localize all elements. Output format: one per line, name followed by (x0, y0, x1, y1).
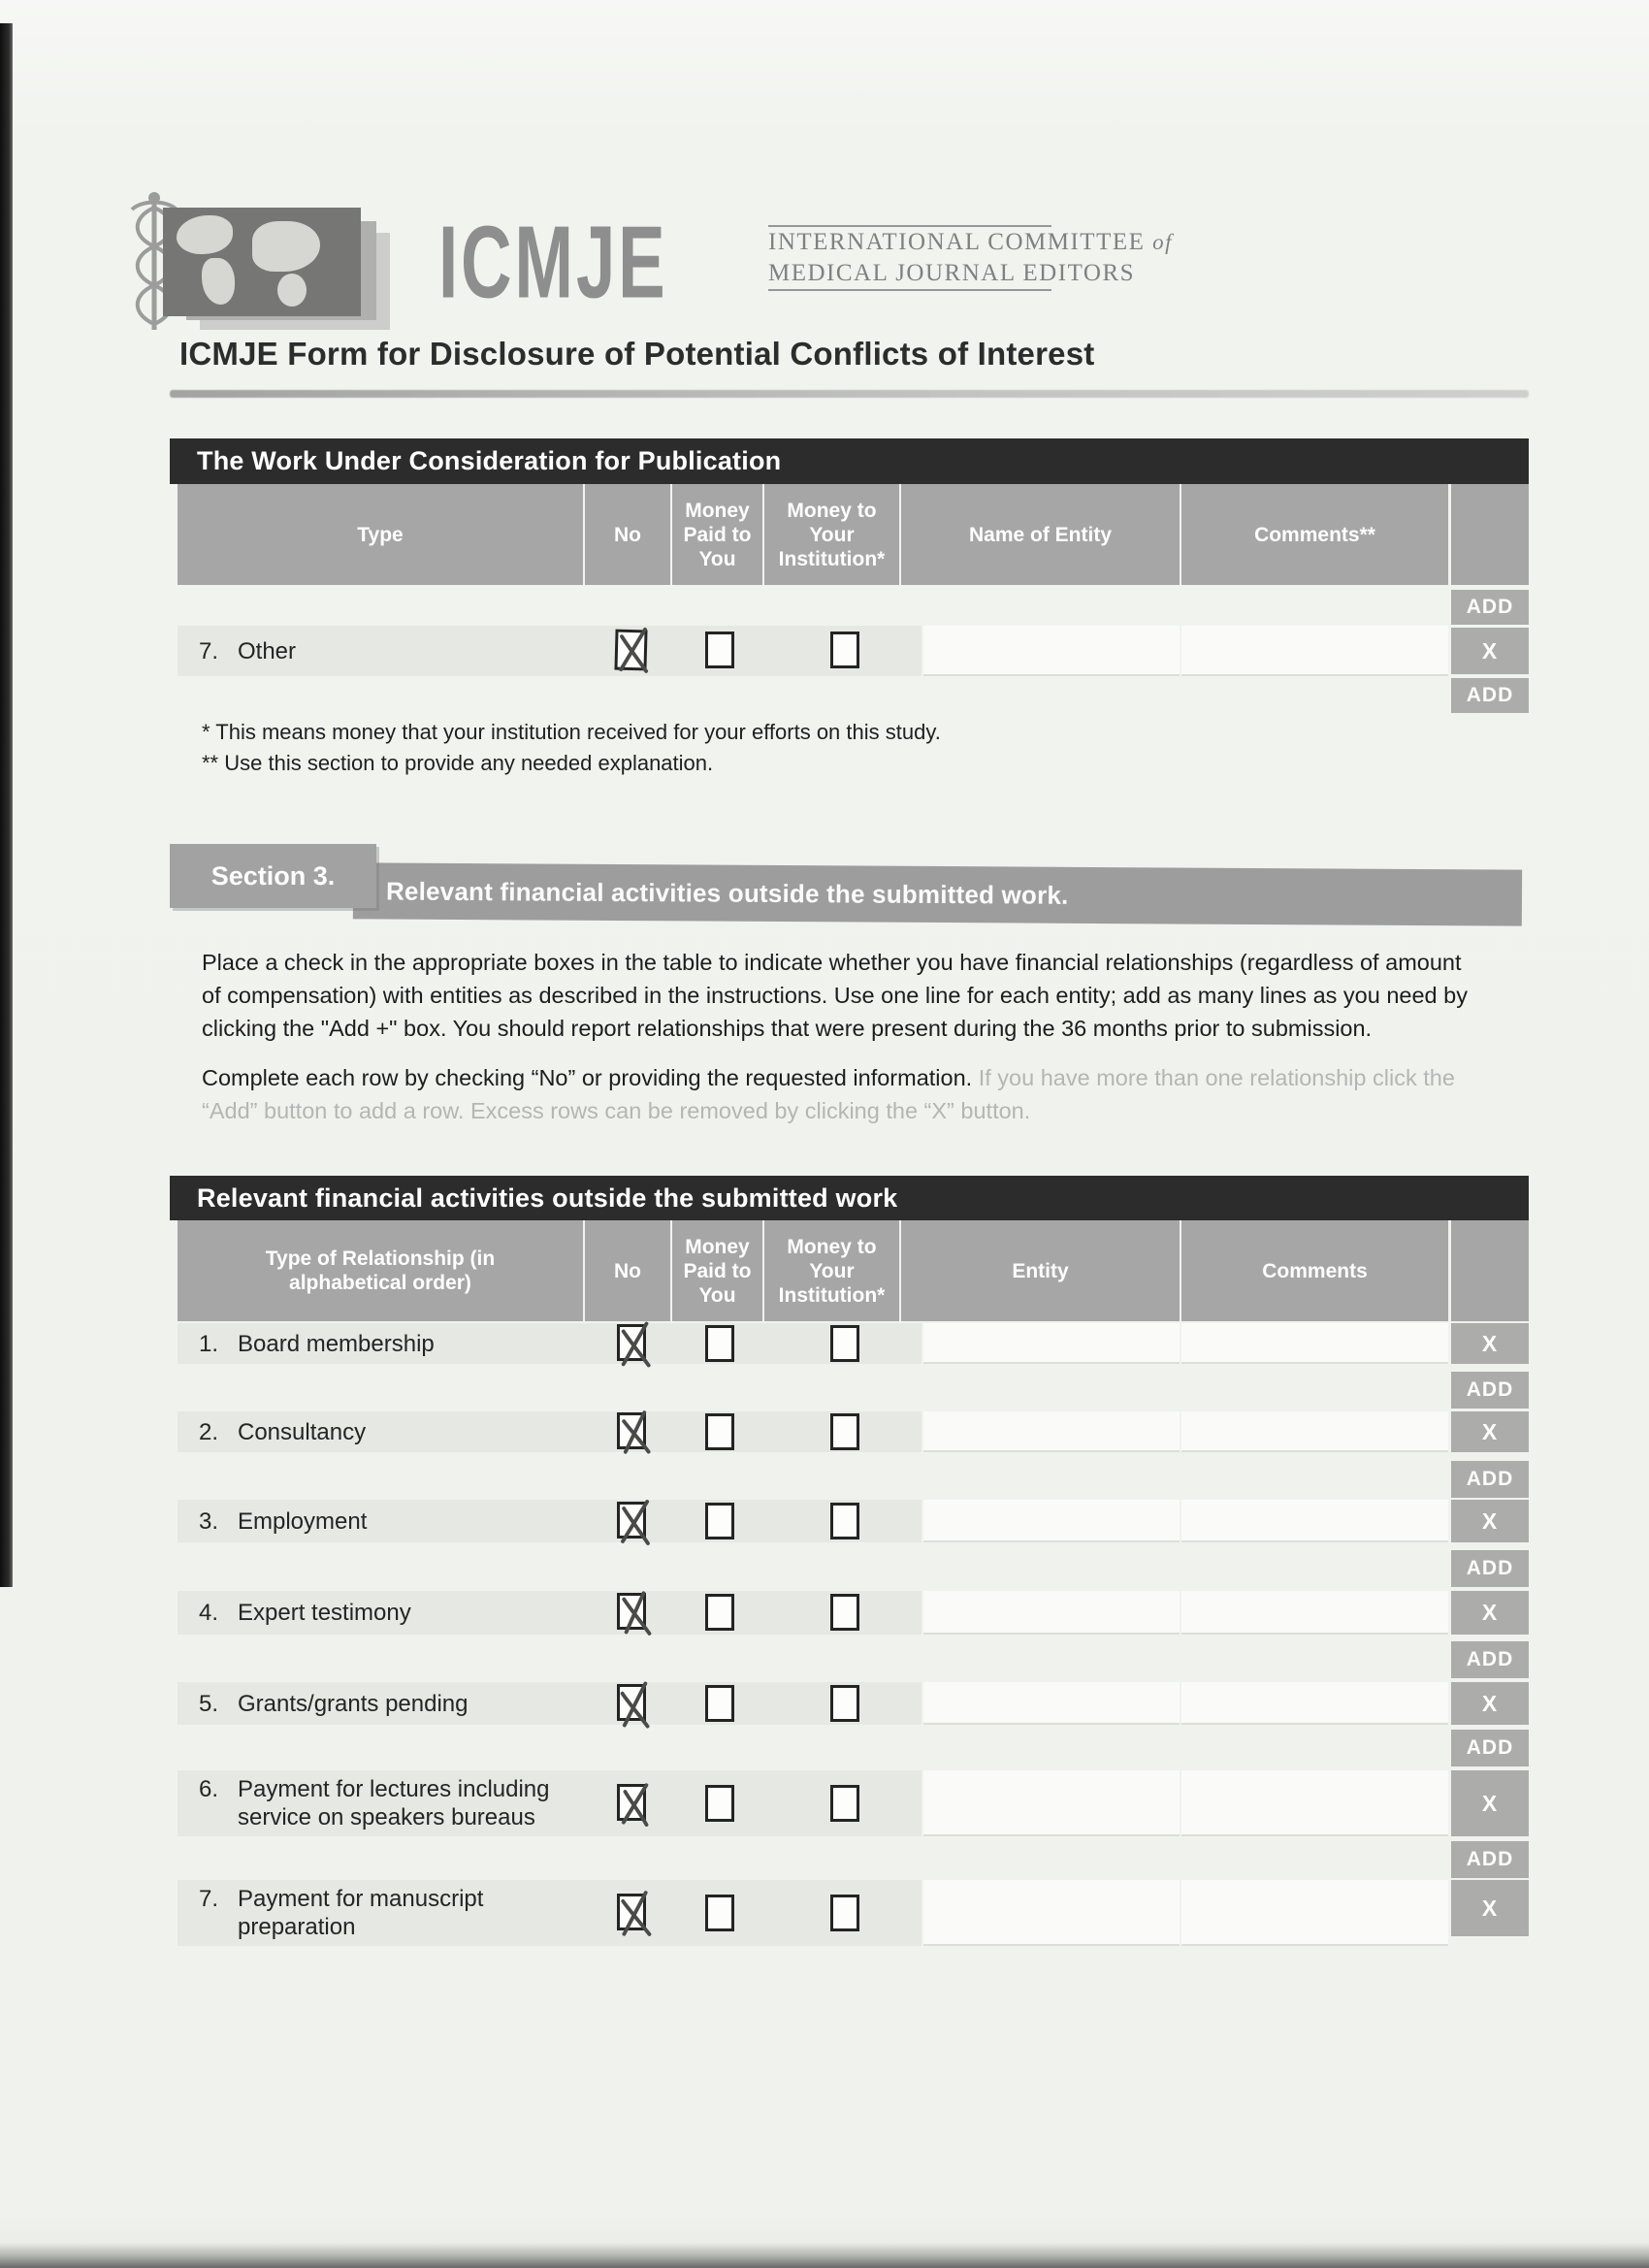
comments-cell[interactable] (1181, 1591, 1448, 1635)
row-label: Other (238, 637, 297, 664)
comments-cell[interactable] (1181, 1500, 1448, 1542)
entity-cell[interactable] (923, 1323, 1180, 1364)
row-number: 5. (199, 1690, 219, 1717)
remove-row-button[interactable]: X (1451, 1880, 1529, 1936)
table2-col-money-paid: Money Paid to You (672, 1220, 762, 1321)
checkbox-institution[interactable] (830, 1785, 859, 1822)
add-row-button[interactable]: ADD (1451, 1841, 1529, 1878)
table-row (178, 1682, 1529, 1725)
org-name-block (768, 225, 1174, 291)
section3-heading-bar: Relevant financial activities outside the submitted work. (353, 862, 1522, 925)
row-number: 7. (199, 1886, 219, 1912)
entity-cell[interactable] (923, 1682, 1180, 1725)
table1-col-no: No (585, 484, 670, 585)
name-of-entity-cell[interactable] (923, 626, 1180, 676)
table1-col-comments: Comments** (1181, 484, 1448, 585)
row-label: Consultancy (238, 1418, 367, 1445)
table2-col-no: No (585, 1220, 670, 1321)
row-number: 2. (199, 1418, 219, 1445)
footnote-2: ** Use this section to provide any needed explanation. (202, 751, 714, 775)
table1-title-bar: The Work Under Consideration for Publication (170, 438, 1529, 484)
table2-col-buttons (1451, 1220, 1529, 1321)
title-divider (170, 390, 1529, 398)
check-mark (611, 624, 653, 675)
row-number: 6. (199, 1776, 219, 1802)
checkbox-money-paid[interactable] (705, 1503, 734, 1539)
add-row-button[interactable]: ADD (1451, 1641, 1529, 1678)
instructions-paragraph-1: Place a check in the appropriate boxes in the table to indicate whether you have financial relationships (regardless of amount of compensation) with entities as described in the instructions. Use one line for each entity; add as many lines as you need by clicking the "Add +" box. You should report relationships that were present during the 36 months prior to submission. (202, 950, 1468, 1041)
add-row-button[interactable]: ADD (1451, 678, 1529, 713)
row-stripe (178, 1591, 922, 1635)
table2-col-entity: Entity (901, 1220, 1180, 1321)
row-label: Payment for lectures including (238, 1776, 550, 1802)
checkbox-money-paid[interactable] (705, 1594, 734, 1631)
comments-cell[interactable] (1181, 1682, 1448, 1725)
row-stripe (178, 1770, 922, 1836)
checkbox-institution[interactable] (830, 1594, 859, 1631)
checkbox-money-paid[interactable] (705, 1785, 734, 1822)
footnote-1: * This means money that your institution received for your efforts on this study. (202, 720, 941, 744)
add-row-button[interactable]: ADD (1451, 1730, 1529, 1766)
row-number: 7. (199, 637, 219, 664)
table1-col-type: Type (178, 484, 583, 585)
checkbox-no[interactable] (617, 1593, 646, 1630)
checkbox-institution[interactable] (830, 1685, 859, 1722)
org-rule-bottom (768, 289, 1051, 291)
table-row (178, 626, 1529, 676)
table2-col-comments: Comments (1181, 1220, 1448, 1321)
checkbox-institution[interactable] (830, 632, 859, 668)
icmje-logo-text: ICMJE (438, 205, 668, 321)
table-row (178, 1323, 1529, 1364)
remove-row-button[interactable]: X (1451, 1323, 1529, 1364)
checkbox-no[interactable] (617, 1894, 646, 1930)
checkbox-institution[interactable] (830, 1325, 859, 1362)
org-line2: MEDICAL JOURNAL EDITORS (768, 260, 1136, 286)
row-stripe (178, 1323, 922, 1364)
row-stripe (178, 1682, 922, 1725)
entity-cell[interactable] (923, 1411, 1180, 1452)
checkbox-no[interactable] (617, 1684, 646, 1721)
comments-cell[interactable] (1181, 1323, 1448, 1364)
checkbox-no[interactable] (617, 1502, 646, 1539)
section3-label-box: Section 3. (170, 844, 376, 908)
comments-cell[interactable] (1181, 1411, 1448, 1452)
instructions-paragraph-2: Complete each row by checking “No” or providing the requested information. If you have more than one relationship click the “Add” button to add a row. Excess rows can be removed by clicking the “X” button. (202, 1065, 1455, 1123)
add-row-button[interactable]: ADD (1451, 1372, 1529, 1409)
checkbox-no[interactable] (617, 1784, 646, 1821)
remove-row-button[interactable]: X (1451, 628, 1529, 674)
comments-cell[interactable] (1181, 626, 1448, 676)
row-number: 4. (199, 1600, 219, 1626)
scan-edge-bottom (0, 2243, 1649, 2268)
entity-cell[interactable] (923, 1770, 1180, 1836)
add-row-button[interactable]: ADD (1451, 1550, 1529, 1587)
row-number: 1. (199, 1330, 219, 1357)
table1-col-entity: Name of Entity (901, 484, 1180, 585)
table2-header-row (178, 1220, 1529, 1321)
row-label: Payment for manuscript (238, 1886, 484, 1912)
add-row-button[interactable]: ADD (1451, 1461, 1529, 1498)
row-label: Employment (238, 1507, 368, 1535)
table2-col-type: Type of Relationship (in alphabetical order) (178, 1220, 583, 1321)
row-stripe (178, 1880, 922, 1946)
remove-row-button[interactable]: X (1451, 1591, 1529, 1635)
table1-header-row (178, 484, 1529, 585)
table2-title-bar: Relevant financial activities outside the submitted work (170, 1176, 1529, 1220)
checkbox-no[interactable] (617, 1412, 646, 1449)
table1-col-money-paid: Money Paid to You (672, 484, 762, 585)
comments-cell[interactable] (1181, 1880, 1448, 1946)
remove-row-button[interactable]: X (1451, 1770, 1529, 1836)
row-stripe (178, 1500, 922, 1542)
table-row (178, 1411, 1529, 1452)
org-line1: INTERNATIONAL COMMITTEE (768, 229, 1146, 255)
table1-col-institution: Money to Your Institution* (764, 484, 899, 585)
checkbox-no[interactable] (614, 630, 647, 671)
world-map-icon (163, 208, 361, 316)
row-label-line2: preparation (238, 1914, 356, 1940)
row-label: Grants/grants pending (238, 1690, 469, 1717)
add-row-button[interactable]: ADD (1451, 590, 1529, 625)
table-row (178, 1880, 1529, 1946)
table-row (178, 1770, 1529, 1836)
comments-cell[interactable] (1181, 1770, 1448, 1836)
checkbox-money-paid[interactable] (705, 1895, 734, 1931)
table-row (178, 1500, 1529, 1542)
checkbox-money-paid[interactable] (705, 1325, 734, 1362)
remove-row-button[interactable]: X (1451, 1682, 1529, 1725)
checkbox-institution[interactable] (830, 1503, 859, 1539)
entity-cell[interactable] (923, 1591, 1180, 1635)
table2-col-institution: Money to Your Institution* (764, 1220, 899, 1321)
scan-edge-left (0, 23, 13, 1587)
checkbox-money-paid[interactable] (705, 1413, 734, 1450)
table-row (178, 1591, 1529, 1635)
row-stripe (178, 626, 922, 676)
entity-cell[interactable] (923, 1880, 1180, 1946)
row-label: Expert testimony (238, 1600, 411, 1626)
checkbox-money-paid[interactable] (705, 1685, 734, 1722)
page-title: ICMJE Form for Disclosure of Potential Conflicts of Interest (179, 336, 1095, 372)
checkbox-institution[interactable] (830, 1895, 859, 1931)
row-label-line2: service on speakers bureaus (238, 1804, 535, 1831)
entity-cell[interactable] (923, 1500, 1180, 1542)
checkbox-institution[interactable] (830, 1413, 859, 1450)
row-stripe (178, 1411, 922, 1452)
row-label: Board membership (238, 1330, 435, 1357)
checkbox-money-paid[interactable] (705, 632, 734, 668)
table1-col-buttons (1451, 484, 1529, 585)
remove-row-button[interactable]: X (1451, 1411, 1529, 1452)
checkbox-no[interactable] (617, 1324, 646, 1361)
row-number: 3. (199, 1507, 219, 1535)
remove-row-button[interactable]: X (1451, 1500, 1529, 1542)
org-of: of (1152, 230, 1174, 254)
